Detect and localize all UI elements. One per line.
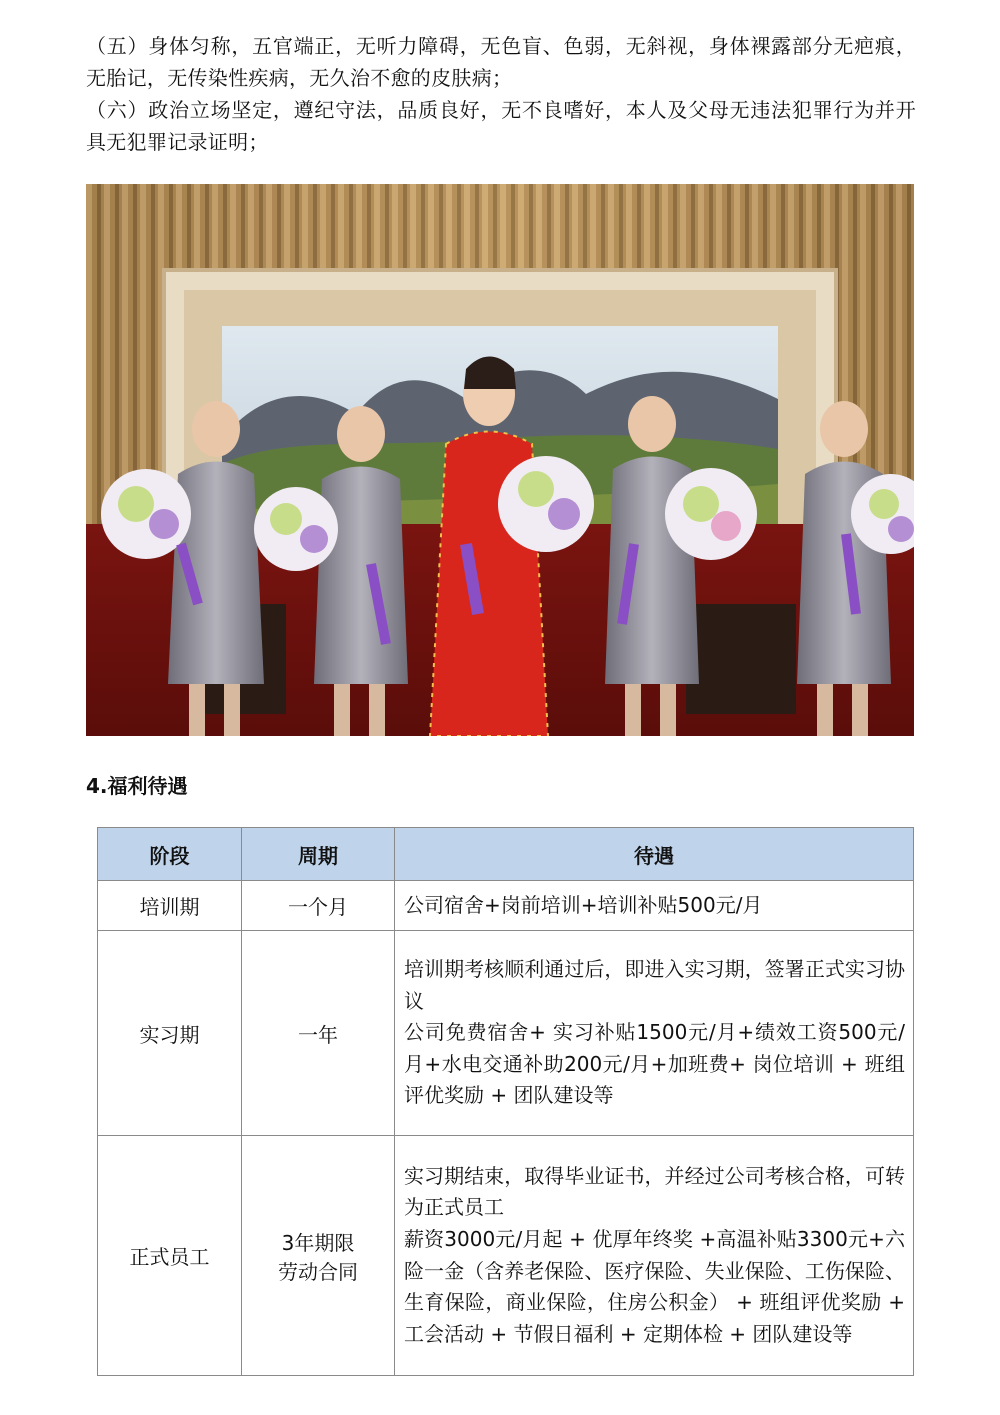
hostess-team-photo — [86, 184, 914, 736]
period-line: 劳动合同 — [278, 1259, 358, 1284]
table-row — [98, 931, 914, 1136]
benefit-line: 公司免费宿舍+ 实习补贴1500元/月+绩效工资500元/月+水电交通补助200元/月+加班费+ 岗位培训 + 班组评优奖励 + 团队建设等 — [404, 1020, 905, 1108]
benefits-table — [97, 827, 914, 1376]
period-line: 3年期限 — [281, 1230, 355, 1255]
period-line: 一个月 — [288, 895, 348, 919]
paragraph-requirement-5: （五）身体匀称，五官端正，无听力障碍，无色盲、色弱，无斜视，身体裸露部分无疤痕，无胎记，无传染性疾病，无久治不愈的皮肤病； — [86, 34, 916, 90]
benefit-line: 公司宿舍+岗前培训+培训补贴500元/月 — [404, 892, 763, 917]
cell-stage: 实习期 — [98, 931, 242, 1136]
section-title-benefits: 4.福利待遇 — [86, 774, 188, 798]
cell-benefits — [395, 931, 914, 1136]
table-row — [98, 881, 914, 931]
cell-stage: 培训期 — [98, 881, 242, 931]
header-benefits: 待遇 — [395, 828, 914, 881]
period-line: 一年 — [298, 1022, 338, 1047]
cell-period — [242, 881, 395, 931]
benefit-line: 薪资3000元/月起 + 优厚年终奖 +高温补贴3300元+六险一金（含养老保险、医疗保险、失业保险、工伤保险、生育保险，商业保险，住房公积金） + 班组评优奖励 + 工会活动 + 节假日福利 + 定期体检 + 团队建设等 — [404, 1226, 905, 1346]
benefit-line: 培训期考核顺利通过后，即进入实习期，签署正式实习协议 — [404, 957, 905, 1013]
cell-period — [242, 1136, 395, 1376]
header-stage: 阶段 — [98, 828, 242, 881]
table-header-row — [98, 828, 914, 881]
benefit-line: 实习期结束，取得毕业证书，并经过公司考核合格，可转为正式员工 — [404, 1163, 905, 1220]
cell-benefits — [395, 881, 914, 931]
paragraph-requirement-6: （六）政治立场坚定，遵纪守法，品质良好，无不良嗜好，本人及父母无违法犯罪行为并开具无犯罪记录证明； — [86, 98, 916, 154]
cell-stage: 正式员工 — [98, 1136, 242, 1376]
cell-period — [242, 931, 395, 1136]
cell-benefits — [395, 1136, 914, 1376]
table-row — [98, 1136, 914, 1376]
header-period: 周期 — [242, 828, 395, 881]
